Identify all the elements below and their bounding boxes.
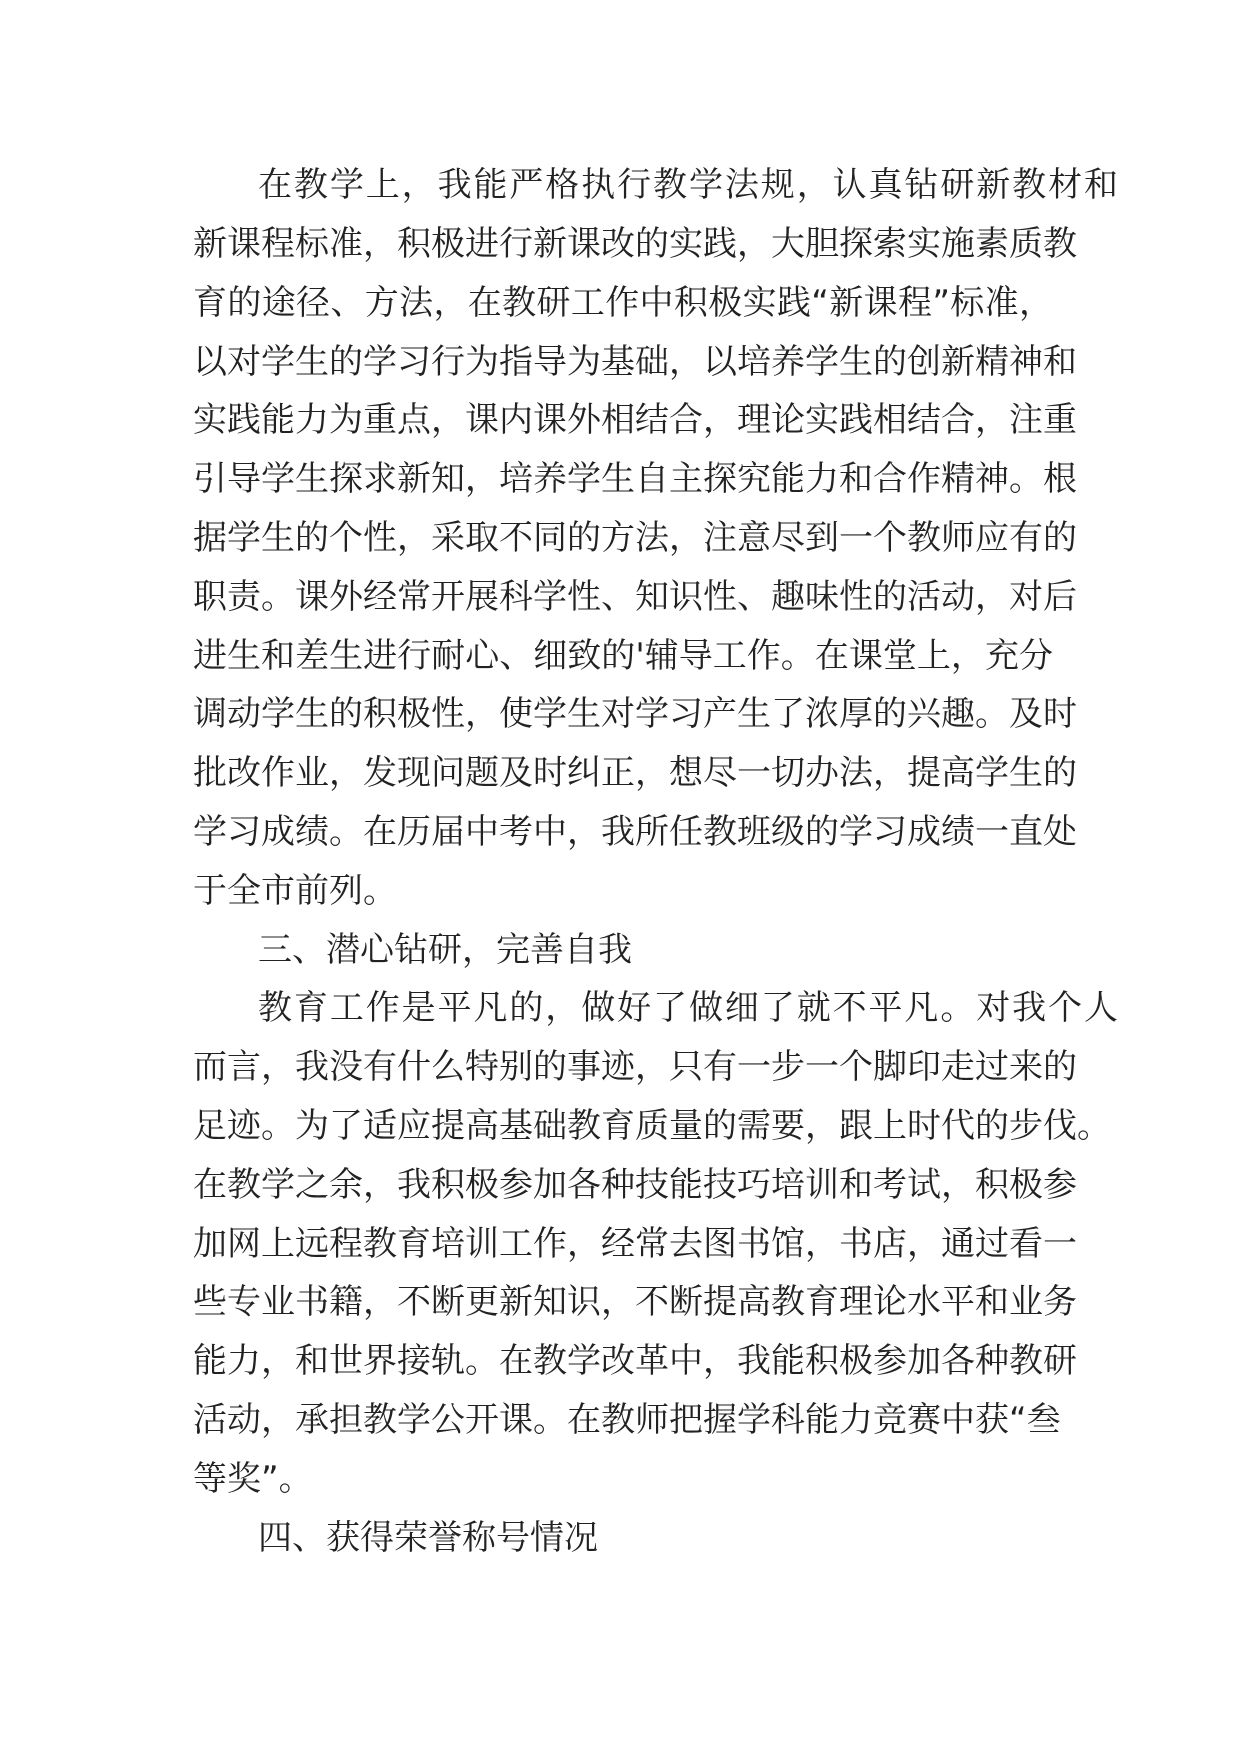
paragraph-line: 于全市前列。 <box>193 871 397 911</box>
paragraph-line: 活动，承担教学公开课。在教师把握学科能力竞赛中获“叁 <box>193 1400 1061 1440</box>
paragraph-line: 据学生的个性，采取不同的方法，注意尽到一个教师应有的 <box>193 518 1077 558</box>
paragraph-line: 新课程标准，积极进行新课改的实践，大胆探索实施素质教 <box>193 224 1077 264</box>
section-heading: 三、潜心钻研，完善自我 <box>258 930 632 970</box>
paragraph-line: 引导学生探求新知，培养学生自主探究能力和合作精神。根 <box>193 459 1077 499</box>
paragraph-line: 进生和差生进行耐心、细致的'辅导工作。在课堂上，充分 <box>193 636 1053 676</box>
paragraph-line: 能力，和世界接轨。在教学改革中，我能积极参加各种教研 <box>193 1341 1077 1381</box>
paragraph-line: 足迹。为了适应提高基础教育质量的需要，跟上时代的步伐。 <box>193 1106 1111 1146</box>
section-heading: 四、获得荣誉称号情况 <box>258 1518 598 1558</box>
paragraph-line: 在教学之余，我积极参加各种技能技巧培训和考试，积极参 <box>193 1165 1077 1205</box>
paragraph-line: 加网上远程教育培训工作，经常去图书馆，书店，通过看一 <box>193 1224 1077 1264</box>
paragraph-line: 批改作业，发现问题及时纠正，想尽一切办法，提高学生的 <box>193 753 1077 793</box>
paragraph-line: 些专业书籍，不断更新知识，不断提高教育理论水平和业务 <box>193 1282 1077 1322</box>
paragraph-line: 学习成绩。在历届中考中，我所任教班级的学习成绩一直处 <box>193 812 1077 852</box>
paragraph-line: 等奖”。 <box>193 1459 313 1499</box>
paragraph-line: 实践能力为重点，课内课外相结合，理论实践相结合，注重 <box>193 400 1077 440</box>
paragraph-line: 职责。课外经常开展科学性、知识性、趣味性的活动，对后 <box>193 577 1077 617</box>
paragraph-line: 调动学生的积极性，使学生对学习产生了浓厚的兴趣。及时 <box>193 694 1077 734</box>
paragraph-line: 育的途径、方法，在教研工作中积极实践“新课程”标准， <box>193 283 1053 323</box>
paragraph-line: 而言，我没有什么特别的事迹，只有一步一个脚印走过来的 <box>193 1047 1077 1087</box>
paragraph-line: 教育工作是平凡的，做好了做细了就不平凡。对我个人 <box>258 988 1118 1028</box>
paragraph-line: 在教学上，我能严格执行教学法规，认真钻研新教材和 <box>258 165 1118 205</box>
paragraph-line: 以对学生的学习行为指导为基础，以培养学生的创新精神和 <box>193 342 1077 382</box>
